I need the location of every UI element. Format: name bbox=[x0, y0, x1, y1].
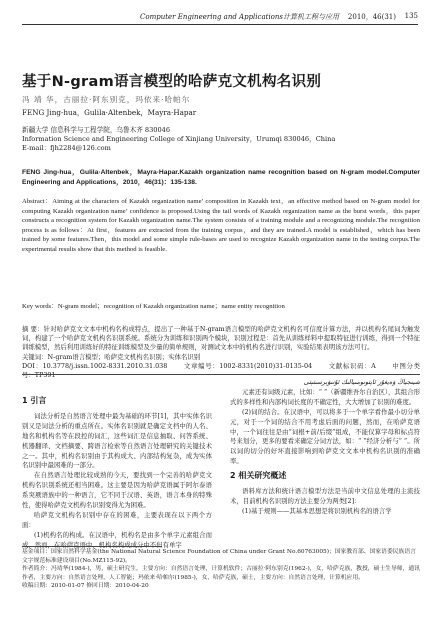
fund-note: 基金项目：国家自然科学基金(the National Natural Science Foundation of China under Grant No.60763005)；国家教育部、国家语委民族语言文字规范标准建设项目(No.MZ115-92)。 bbox=[22, 549, 416, 564]
issue-label: 2010，46(31) bbox=[347, 13, 396, 21]
footnote-divider bbox=[22, 546, 162, 547]
footnote-block bbox=[22, 548, 420, 591]
running-header bbox=[22, 10, 418, 25]
section-heading-related-work: 2 相关研究概述 bbox=[230, 471, 287, 481]
paragraph: 元素还有词级元素，比如：“ ”（新疆维吾尔自治区），其组合形式的多样性和内部构词长度的不确定性，大大增加了识别的难度。 bbox=[230, 387, 420, 406]
received-date: 收稿日期：2010-01-07 修回日期：2010-04-20 bbox=[22, 583, 149, 590]
author-bio: 作者简介：冯靖华(1984-)，男，硕士研究生，主要方向：自然语言处理，计算机软件；古丽拉·阿东别克(1962-)，女，哈萨克族，教授，硕士生导师，通讯作者，主要方向：自然语言处理，人工智能；玛依来·哈帕尔(1985-)，女，哈萨克族，硕士，主要方向：自然语言处理，计算机应用。 bbox=[22, 566, 420, 581]
paragraph: 语料库方法和统计语言模型方法是当前中文信息处理的主流技术，目前机构名识别的方法主要分为两类[2]： bbox=[230, 487, 420, 505]
paragraph: (1)基于规则——其基本思想是将识别机构名的语言学 bbox=[242, 506, 392, 515]
right-column bbox=[230, 378, 420, 517]
affiliation-english: Information Science and Engineering College of Xinjiang University，Urumqi 830046，China bbox=[22, 135, 336, 144]
affiliation-chinese: 新疆大学 信息科学与工程学院，乌鲁木齐 830046 bbox=[22, 126, 171, 134]
page-number: 135 bbox=[404, 12, 418, 20]
authors-chinese: 冯 靖 华，古丽拉·阿东别克，玛依来·哈帕尔 bbox=[22, 95, 191, 104]
left-column bbox=[22, 392, 212, 551]
english-abstract: Abstract：Aiming at the characters of Kazakh organization name’ composition in Kazakh text，an effective method based on N-gram model for computing Kazakh organization name’ confidence is proposed.Using the tail words of Kazakh organization name as the burst words，this paper constructs a recognition system for Kazakh organization name.The system consists of a training module and a recognizing module.The recognition process is as follows：At first，features are extracted from the training corpus，and they are trained.A model is established，which has been trained by some features.Then，this model and some simple rule-bases are used to recognize Kazakh organization name in the testing corpus.The experimental results show that this method is feasible. bbox=[22, 198, 420, 253]
paragraph: 词法分析是自然语言处理中最为基础的环节[1]，其中实体名识别又是词法分析的重点所在。实体名识别就是确定文档中的人名、地名和机构名等在段控的词汇，这些词汇是信息抽取、问答系统、机器翻译、文档摘要、跨语言检索等自然语言处理研究的关键技术之一。其中，机构名识别由于其构成大、内部结构复杂，成为实体名识别中最困难的一部分。 bbox=[22, 411, 212, 470]
chinese-abstract: 摘 要：针对哈萨克文文本中机构名构成特点，提出了一种基于N-gram语言模型的哈萨克文机构名可信度计算方法，并以机构名尾词为触发词，构建了一个哈萨克文机构名识别系统。系统分为训练和识别两个模块，识别过程是：首先从训练样料中提取特征进行训练，得到一个特征训练模型，然后利用训练好的特征训练模型及少量的简单规则，对测试文本中的机构名进行识别，实验结果表明该方法可行。 bbox=[22, 325, 420, 352]
paragraph: 哈萨克文机构名识别中存在的困难，主要表现在以下两个方面： bbox=[22, 510, 212, 529]
section-heading-introduction: 1 引言 bbox=[22, 396, 47, 405]
english-keywords: Key words：N-gram model；recognition of Kazakh organization name；name entity recognition bbox=[22, 303, 285, 310]
paragraph: 在自然语言处理比较成熟的今天，要找到一个完善的哈萨克文机构名识别系统还相当困难。这主要是因为哈萨克语属于阿尔泰语系突厥语族中的一种语言，它不同于汉语、英语，语言本身的特殊性，使得哈萨克文机构名识别变得尤为困难。 bbox=[22, 471, 212, 510]
uyghur-example-text: شينجياڭ ۋەيغۇر ئاپتونومىيالىك ئۇنىۋېرسىتېتى bbox=[303, 378, 420, 386]
paragraph: (2)词的结合。在汉语中，可以将多于一个单字看作最小切分单元，对于一个词的结合不用考虑后面的问题，然而，在哈萨克语中，一个词往往是由“词根+前/后缀”组成，不能仅算字母和标点符号来划分，更多的要看来确定分词方法，如：“ ”经济分析与“ ”。所以词的切分的好坏直接影响到哈萨克文文本中机构名识别的准确率。 bbox=[230, 407, 420, 466]
document-code: 文献标识码：A bbox=[328, 362, 376, 370]
authors-english: FENG Jing-hua，Gulila·Altenbek，Mayra·Hapar bbox=[22, 108, 197, 117]
citation: FENG Jing-hua，Gulila·Altenbek，Mayra·Hapar.Kazakh organization name recognition based on N-gram model.Computer Engineering and Applications，2010，46(31)：135-138. bbox=[22, 169, 420, 186]
paper-title: 基于N-gram语言模型的哈萨克文机构名识别 bbox=[22, 74, 322, 90]
article-number: 文章编号：1002-8331(2010)31-0135-04 bbox=[184, 362, 313, 370]
author-email: E-mail：fjh2284@126.com bbox=[22, 144, 111, 153]
clc-number: 中图分类号：TP391 bbox=[22, 362, 420, 380]
journal-name: Computer Engineering and Applications计算机工程与应用 bbox=[140, 13, 339, 21]
section-divider bbox=[22, 374, 420, 375]
chinese-keywords: 关键词：N-gram语言模型；哈萨克文机构名识别；实体名识别 bbox=[22, 353, 201, 361]
paragraph: (1)机构名的构成。在汉语中，机构名是由多个单字元素组合而成，然而，在哈萨克语中，机构名构成成分中不但有单字 bbox=[22, 530, 212, 549]
affiliation-block bbox=[22, 126, 422, 154]
doi: DOI：10.3778/j.issn.1002-8331.2010.31.038 bbox=[22, 362, 168, 370]
